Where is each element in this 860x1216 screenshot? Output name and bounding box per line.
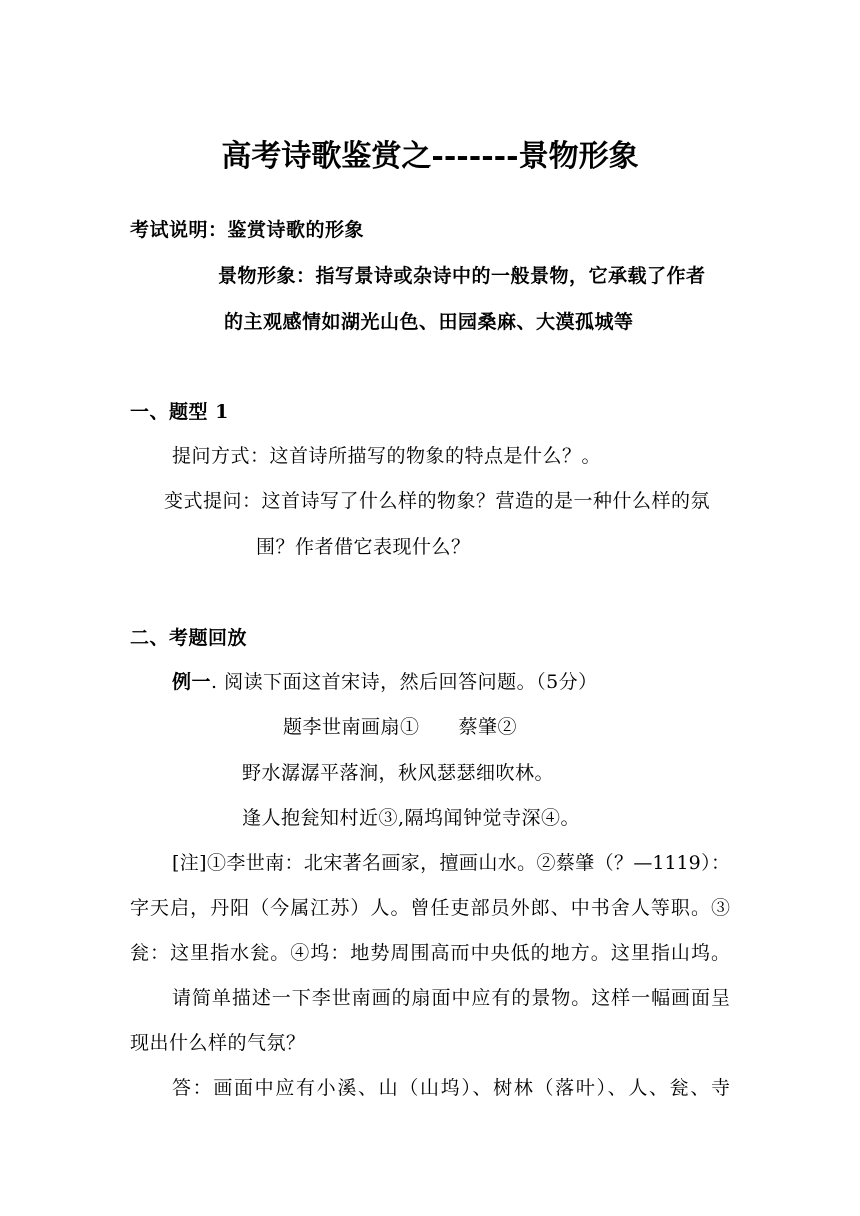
example-line [172,670,598,694]
answer-line-1: 答：画面中应有小溪、山（山坞）、树林（落叶）、人、瓮、寺 [172,1077,730,1099]
exam-note-heading: 考试说明：鉴赏诗歌的形象 [130,219,365,241]
example-text: . 阅读下面这首宋诗，然后回答问题。（5分） [211,671,598,693]
note-line-2: 字天启，丹阳（今属江苏）人。曾任吏部员外郎、中书舍人等职。③ [130,897,730,919]
definition-line-1: 景物形象：指写景诗或杂诗中的一般景物，它承载了作者 [218,265,706,287]
variant-question-line-1: 变式提问：这首诗写了什么样的物象？营造的是一种什么样的氛 [164,490,711,512]
poem-line-1: 野水潺潺平落涧，秋风瑟瑟细吹林。 [242,762,555,784]
question-line-1: 请简单描述一下李世南画的扇面中应有的景物。这样一幅画面呈 [172,987,730,1009]
question-line-2: 现出什么样的气氛？ [130,1032,306,1054]
question-form: 提问方式：这首诗所描写的物象的特点是什么？。 [172,445,602,467]
section-2-heading: 二、考题回放 [130,627,248,649]
note-line-3: 瓮：这里指水瓮。④坞：地势周围高而中央低的地方。这里指山坞。 [130,942,730,964]
example-label: 例一 [172,671,212,693]
document-title: 高考诗歌鉴赏之-------景物形象 [221,139,639,174]
note-line-1: [注]①李世南：北宋著名画家，擅画山水。②蔡肇（？—1119）： [172,852,730,874]
section-1-heading: 一、题型 1 [130,401,229,423]
variant-question-line-2: 围？作者借它表现什么？ [256,536,471,558]
definition-line-2: 的主观感情如湖光山色、田园桑麻、大漠孤城等 [224,311,634,333]
poem-line-2: 逢人抱瓮知村近③,隔坞闻钟觉寺深④。 [242,807,581,829]
poem-title: 题李世南画扇① 蔡肇② [283,716,518,738]
